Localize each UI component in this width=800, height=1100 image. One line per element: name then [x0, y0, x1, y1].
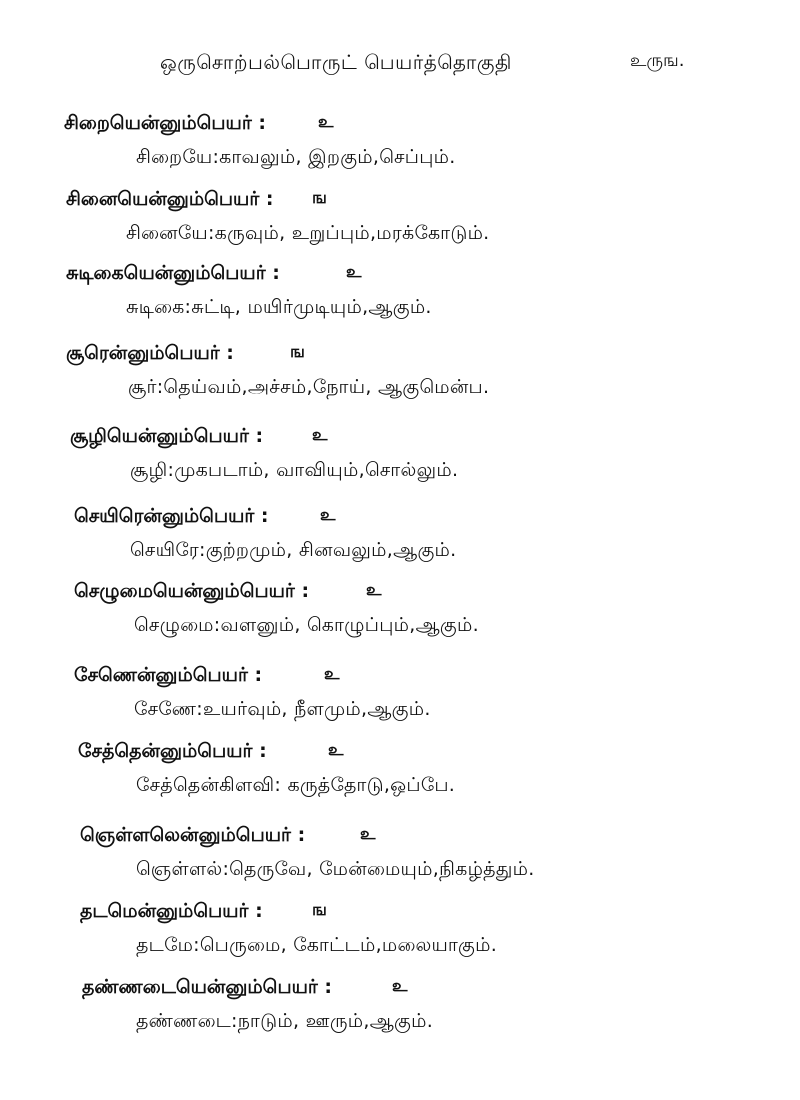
entry-definition: சேத்தென்கிளவி: கருத்தோடு,ஒப்பே. — [136, 774, 456, 796]
entry-heading: செழுமையென்னும்பெயர் : — [74, 580, 310, 602]
entry-count: உ — [360, 824, 376, 844]
page-title: ஒருசொற்பல்பொருட் பெயர்த்தொகுதி — [160, 50, 512, 74]
entry-heading: சிறையென்னும்பெயர் : — [64, 112, 266, 134]
glossary-entry — [0, 580, 800, 650]
entry-count: உ — [312, 425, 328, 445]
glossary-entry — [0, 262, 800, 332]
glossary-entry — [0, 425, 800, 495]
page-header — [160, 50, 720, 90]
entry-definition: சிறையே:காவலும், இறகும்,செப்பும். — [136, 146, 456, 168]
entry-definition: ஞெள்ளல்:தெருவே, மேன்மையும்,நிகழ்த்தும். — [136, 858, 535, 880]
entry-count: உ — [328, 740, 344, 760]
entry-count: உ — [392, 976, 408, 996]
entry-definition: செயிரே:குற்றமும், சினவலும்,ஆகும். — [130, 539, 457, 561]
glossary-entry — [0, 188, 800, 258]
entry-definition: சேணே:உயர்வும், நீளமும்,ஆகும். — [134, 698, 431, 720]
entry-count: ங — [312, 188, 327, 208]
entry-heading: சூரென்னும்பெயர் : — [66, 342, 234, 364]
glossary-entry — [0, 900, 800, 970]
entry-definition: சூழி:முகபடாம், வாவியும்,சொல்லும். — [130, 459, 459, 481]
entry-heading: தடமென்னும்பெயர் : — [80, 900, 263, 922]
entry-definition: தண்ணடை:நாடும், ஊரும்,ஆகும். — [136, 1010, 434, 1032]
entry-heading: சினையென்னும்பெயர் : — [66, 188, 274, 210]
page-number: உருங. — [630, 50, 685, 71]
entry-definition: சூர்:தெய்வம்,அச்சம்,நோய், ஆகுமென்ப. — [128, 376, 490, 398]
entry-count: ங — [290, 342, 305, 362]
glossary-entry — [0, 824, 800, 894]
glossary-entry — [0, 342, 800, 412]
entry-heading: சேத்தென்னும்பெயர் : — [78, 740, 267, 762]
entry-heading: ஞெள்ளலென்னும்பெயர் : — [80, 824, 306, 846]
glossary-entry — [0, 740, 800, 810]
entry-heading: சுடிகையென்னும்பெயர் : — [66, 262, 280, 284]
entry-heading: சேணென்னும்பெயர் : — [74, 664, 263, 686]
glossary-entry — [0, 505, 800, 575]
entry-count: உ — [318, 112, 334, 132]
entry-definition: தடமே:பெருமை, கோட்டம்,மலையாகும். — [136, 934, 498, 956]
entry-count: ங — [312, 900, 327, 920]
glossary-entry — [0, 112, 800, 182]
entry-definition: சுடிகை:சுட்டி, மயிர்முடியும்,ஆகும். — [126, 296, 432, 318]
entry-heading: சூழியென்னும்பெயர் : — [70, 425, 264, 447]
glossary-entry — [0, 664, 800, 734]
glossary-entry — [0, 976, 800, 1046]
entry-heading: செயிரென்னும்பெயர் : — [74, 505, 269, 527]
entry-count: உ — [324, 664, 340, 684]
entry-definition: சினையே:கருவும், உறுப்பும்,மரக்கோடும். — [126, 222, 490, 244]
entry-definition: செழுமை:வளனும், கொழுப்பும்,ஆகும். — [134, 614, 479, 636]
entry-count: உ — [366, 580, 382, 600]
entry-count: உ — [346, 262, 362, 282]
entry-count: உ — [320, 505, 336, 525]
entry-heading: தண்ணடையென்னும்பெயர் : — [82, 976, 333, 998]
